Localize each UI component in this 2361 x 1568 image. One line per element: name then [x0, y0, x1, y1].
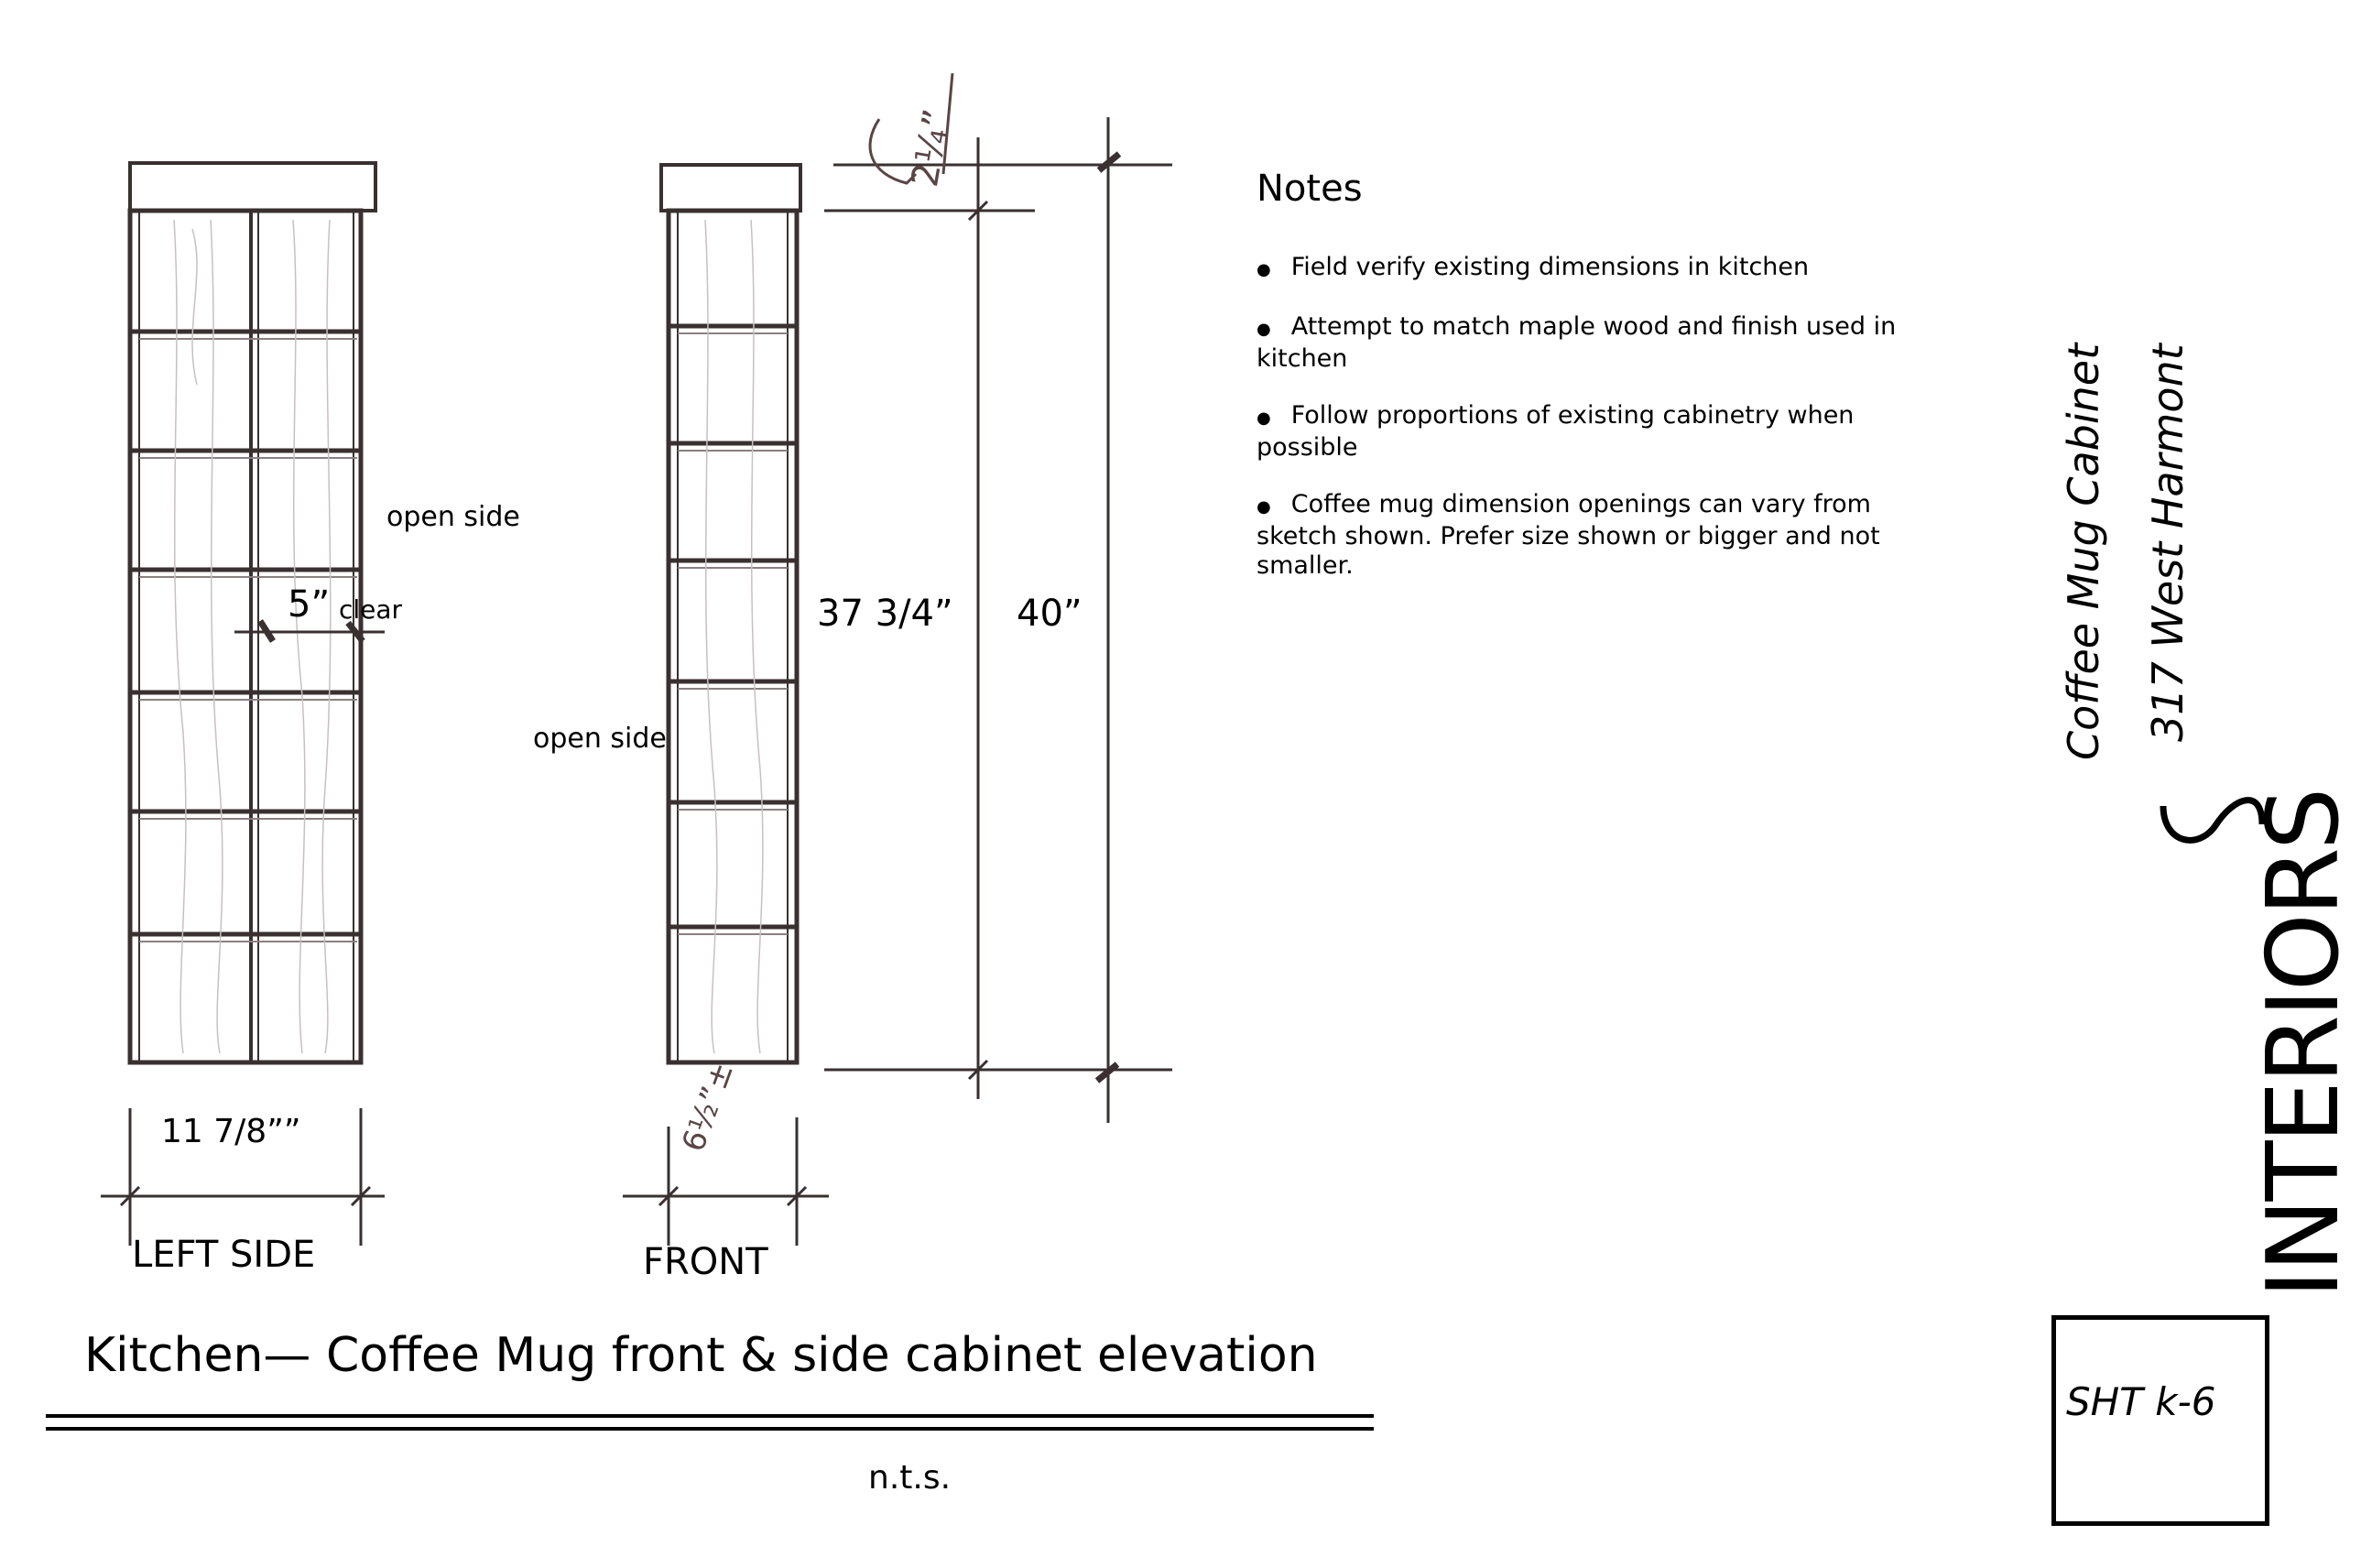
title-underline: [46, 1416, 1374, 1429]
open-side-label-front: open side: [533, 723, 667, 755]
notes-title: Notes: [1257, 168, 1363, 210]
top-dim: 2¼”: [904, 105, 960, 191]
clear-word: clear: [339, 594, 403, 625]
note-item: ● Coffee mug dimension openings can vary from sketch shown. Prefer size shown or bigger and not smaller.: [1257, 490, 1880, 580]
overall-height-dim: 40”: [1017, 593, 1083, 635]
note-item: ● Follow proportions of existing cabinetry when possible: [1257, 401, 1855, 462]
side-width-dim: 11 7/8””: [161, 1113, 301, 1150]
project-name: Coffee Mug Cabinet: [2059, 343, 2108, 760]
open-side-label-left: open side: [386, 501, 520, 533]
drawing-title: Kitchen— Coffee Mug front & side cabinet elevation: [84, 1328, 1318, 1383]
sheet-number: SHT k-6: [2066, 1379, 2216, 1424]
dimension-lines: [101, 73, 1172, 1246]
left-side-caption: LEFT SIDE: [132, 1234, 316, 1276]
project-address: 317 West Harmont: [2143, 343, 2192, 742]
front-caption: FRONT: [643, 1241, 768, 1283]
front-width-dim: 6½”±: [675, 1057, 742, 1157]
front-cabinet: [661, 165, 800, 1062]
inner-height-dim: 37 3/4”: [817, 593, 953, 635]
brand-logo: INTERIORS: [2247, 789, 2361, 1299]
notes-list: [1257, 253, 1898, 608]
note-item: ● Field verify existing dimensions in kitchen: [1257, 253, 1810, 281]
note-item: ● Attempt to match maple wood and finish used in kitchen: [1257, 312, 1897, 373]
scale-note: n.t.s.: [868, 1459, 952, 1497]
clear-width-dim: 5”: [288, 583, 331, 626]
